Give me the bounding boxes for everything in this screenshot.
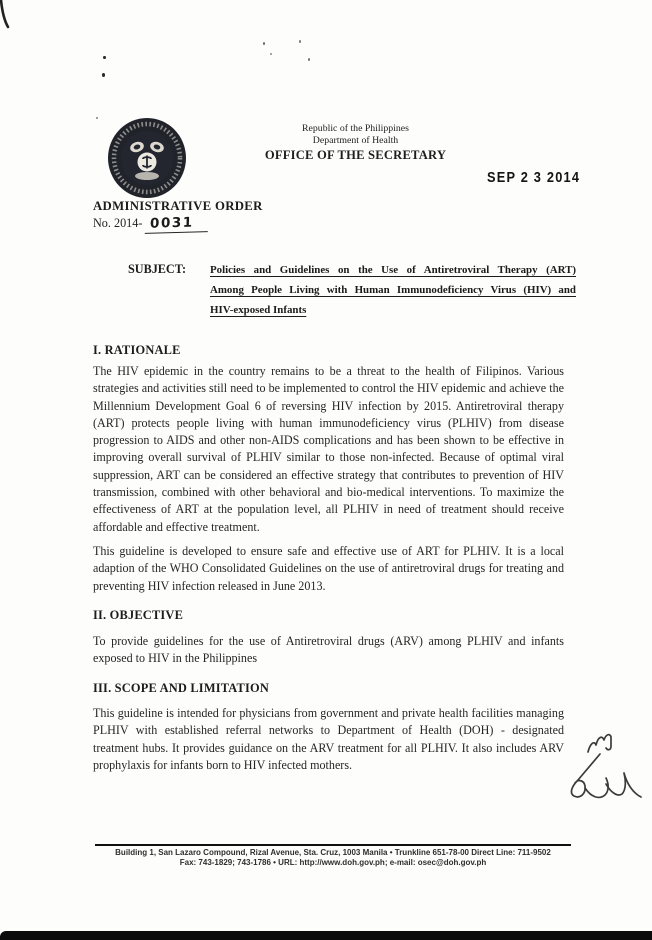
doh-seal-logo — [106, 116, 188, 200]
order-number-prefix: No. 2014- — [93, 216, 143, 230]
date-stamp: SEP 2 3 2014 — [487, 168, 581, 186]
republic-line: Republic of the Philippines — [302, 123, 409, 134]
pen-mark — [270, 53, 272, 55]
pen-mark — [308, 58, 310, 61]
rationale-paragraph-2: This guideline is developed to ensure safe and effective use of ART for PLHIV. It is a local adaption of the WHO Consolidated Guidelines on the use of antiretroviral drugs for treating and preventing HIV infection released in June 2013. — [93, 544, 564, 593]
footer-address — [95, 848, 571, 868]
letterhead — [248, 123, 463, 163]
rationale-paragraph-1: The HIV epidemic in the country remains to be a threat to the health of Filipinos. Various strategies and activities still need to be implemented to control the HIV epidemic and achieve the Millennium Development Goal 6 of reversing HIV infection by 2015. Antiretroviral therapy (ART) protects people living with human immunodeficiency virus (PLHIV) from disease progression to AIDS and other non-AIDS complications and has been shown to be effective in improving overall survival of PLHIV similar to those non-infected. Because of optimal viral suppression, ART can be considered an effective strategy that contributes to prevention of HIV transmission, combined with other behavioral and bio-medical interventions. To maximize the effectiveness of ART at the population level, all PLHIV in need of treatment should receive affordable and effective treatment. — [93, 364, 564, 534]
department-line: Department of Health — [312, 134, 399, 146]
pen-mark — [102, 73, 105, 77]
subject-line-3: HIV-exposed Infants — [210, 304, 307, 316]
subject-line-1: Policies and Guidelines on the Use of Antiretroviral Therapy (ART) — [210, 264, 576, 276]
subject-line-2: Among People Living with Human Immunodeficiency Virus (HIV) and — [210, 284, 576, 296]
admin-order-title: ADMINISTRATIVE ORDER — [93, 199, 263, 213]
doh-seal-icon — [106, 116, 188, 200]
office-line: OFFICE OF THE SECRETARY — [264, 148, 447, 162]
signature-scribble-icon — [560, 728, 652, 806]
section-heading-scope: III. SCOPE AND LIMITATION — [93, 681, 269, 695]
pen-mark — [299, 40, 301, 43]
scope-paragraph: This guideline is intended for physicians from government and private health facilities managing PLHIV with established referral networks to Department of Health (DOH) - designated treatment hubs. It provides guidance on the ARV treatment for all PLHIV. It also includes ARV prophylaxis for infants born to HIV infected mothers. — [93, 706, 564, 772]
subject-block — [210, 260, 576, 320]
pen-mark — [96, 117, 98, 119]
admin-order-number — [93, 215, 208, 233]
handwritten-initials-signature — [560, 728, 652, 806]
order-number-handwritten: 0031 — [145, 214, 208, 234]
pen-mark — [103, 56, 106, 59]
objective-paragraph: To provide guidelines for the use of Antiretroviral drugs (ARV) among PLHIV and infants exposed to HIV in the Philippines — [93, 634, 564, 666]
corner-pen-mark — [0, 0, 14, 30]
footer-divider — [95, 844, 571, 846]
pen-mark — [263, 42, 265, 45]
section-heading-objective: II. OBJECTIVE — [93, 608, 184, 622]
footer-line-2: Fax: 743-1829; 743-1786 • URL: http://www.doh.gov.ph; e-mail: osec@doh.gov.ph — [179, 858, 487, 867]
section-heading-rationale: I. RATIONALE — [93, 343, 181, 357]
scan-edge-artifact — [0, 931, 652, 940]
subject-label: SUBJECT: — [128, 262, 187, 276]
footer-line-1: Building 1, San Lazaro Compound, Rizal Avenue, Sta. Cruz, 1003 Manila • Trunkline 651-78-00 Direct Line: 711-9502 — [115, 848, 551, 857]
